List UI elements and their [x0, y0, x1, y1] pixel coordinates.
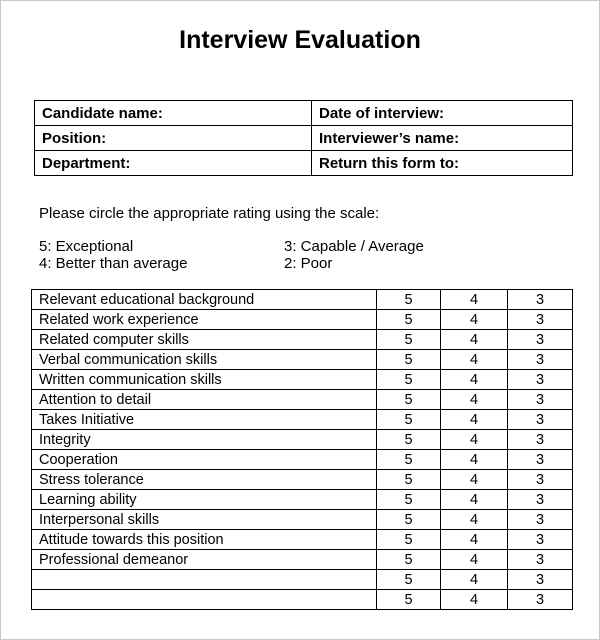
- scale-item-3: 3: Capable / Average: [284, 238, 424, 255]
- table-row: [32, 330, 573, 350]
- rating-option-4[interactable]: 4: [441, 410, 508, 430]
- rating-option-5[interactable]: 5: [377, 450, 441, 470]
- rating-option-5[interactable]: 5: [377, 530, 441, 550]
- return-form-field[interactable]: Return this form to:: [312, 151, 573, 176]
- rating-option-5[interactable]: 5: [377, 470, 441, 490]
- position-field[interactable]: Position:: [35, 126, 312, 151]
- rating-option-3[interactable]: 3: [508, 450, 573, 470]
- info-row: [35, 151, 573, 176]
- rating-option-5[interactable]: 5: [377, 290, 441, 310]
- rating-option-4[interactable]: 4: [441, 330, 508, 350]
- rating-option-5[interactable]: 5: [377, 590, 441, 610]
- scale-item-5: 5: Exceptional: [39, 238, 134, 255]
- table-row: [32, 290, 573, 310]
- table-row: [32, 490, 573, 510]
- rating-option-3[interactable]: 3: [508, 390, 573, 410]
- rating-option-4[interactable]: 4: [441, 290, 508, 310]
- rating-option-3[interactable]: 3: [508, 510, 573, 530]
- criterion-label: Written communication skills: [32, 370, 377, 390]
- rating-option-3[interactable]: 3: [508, 530, 573, 550]
- criterion-label: Verbal communication skills: [32, 350, 377, 370]
- rating-option-4[interactable]: 4: [441, 370, 508, 390]
- rating-option-3[interactable]: 3: [508, 330, 573, 350]
- table-row: [32, 470, 573, 490]
- criterion-label: Attitude towards this position: [32, 530, 377, 550]
- rating-option-3[interactable]: 3: [508, 550, 573, 570]
- scale-legend-right: [284, 238, 424, 272]
- table-row: [32, 430, 573, 450]
- ratings-body: [32, 290, 573, 610]
- rating-option-5[interactable]: 5: [377, 330, 441, 350]
- rating-option-5[interactable]: 5: [377, 350, 441, 370]
- table-row: [32, 390, 573, 410]
- rating-option-4[interactable]: 4: [441, 450, 508, 470]
- rating-option-3[interactable]: 3: [508, 430, 573, 450]
- criterion-label: Relevant educational background: [32, 290, 377, 310]
- criterion-label: Related work experience: [32, 310, 377, 330]
- info-row: [35, 126, 573, 151]
- rating-option-3[interactable]: 3: [508, 570, 573, 590]
- page-title: Interview Evaluation: [179, 26, 421, 54]
- rating-option-3[interactable]: 3: [508, 370, 573, 390]
- rating-instruction: Please circle the appropriate rating using the scale:: [39, 205, 380, 222]
- criterion-label: Cooperation: [32, 450, 377, 470]
- criterion-label: [32, 570, 377, 590]
- rating-option-4[interactable]: 4: [441, 470, 508, 490]
- criterion-label: Stress tolerance: [32, 470, 377, 490]
- rating-option-3[interactable]: 3: [508, 590, 573, 610]
- ratings-table: [31, 289, 573, 610]
- candidate-name-field[interactable]: Candidate name:: [35, 101, 312, 126]
- rating-option-4[interactable]: 4: [441, 530, 508, 550]
- criterion-label: Integrity: [32, 430, 377, 450]
- candidate-info-table: [34, 100, 573, 176]
- rating-option-3[interactable]: 3: [508, 470, 573, 490]
- department-field[interactable]: Department:: [35, 151, 312, 176]
- table-row: [32, 590, 573, 610]
- interviewer-name-field[interactable]: Interviewer’s name:: [312, 126, 573, 151]
- criterion-label: Interpersonal skills: [32, 510, 377, 530]
- rating-option-5[interactable]: 5: [377, 490, 441, 510]
- rating-option-3[interactable]: 3: [508, 290, 573, 310]
- table-row: [32, 410, 573, 430]
- scale-item-4: 4: Better than average: [39, 255, 188, 272]
- criterion-label: Related computer skills: [32, 330, 377, 350]
- table-row: [32, 510, 573, 530]
- rating-option-4[interactable]: 4: [441, 310, 508, 330]
- criterion-label: Learning ability: [32, 490, 377, 510]
- rating-option-3[interactable]: 3: [508, 490, 573, 510]
- rating-option-4[interactable]: 4: [441, 550, 508, 570]
- rating-option-5[interactable]: 5: [377, 370, 441, 390]
- table-row: [32, 570, 573, 590]
- rating-option-4[interactable]: 4: [441, 390, 508, 410]
- rating-option-5[interactable]: 5: [377, 570, 441, 590]
- rating-option-3[interactable]: 3: [508, 350, 573, 370]
- table-row: [32, 350, 573, 370]
- rating-option-3[interactable]: 3: [508, 410, 573, 430]
- criterion-label: Professional demeanor: [32, 550, 377, 570]
- rating-option-4[interactable]: 4: [441, 490, 508, 510]
- criterion-label: [32, 590, 377, 610]
- table-row: [32, 550, 573, 570]
- rating-option-4[interactable]: 4: [441, 510, 508, 530]
- rating-option-5[interactable]: 5: [377, 430, 441, 450]
- rating-option-4[interactable]: 4: [441, 590, 508, 610]
- criterion-label: Attention to detail: [32, 390, 377, 410]
- rating-option-4[interactable]: 4: [441, 430, 508, 450]
- info-row: [35, 101, 573, 126]
- scale-item-2: 2: Poor: [284, 255, 333, 272]
- table-row: [32, 310, 573, 330]
- rating-option-3[interactable]: 3: [508, 310, 573, 330]
- rating-option-5[interactable]: 5: [377, 310, 441, 330]
- table-row: [32, 450, 573, 470]
- scale-legend-left: [39, 238, 187, 272]
- criterion-label: Takes Initiative: [32, 410, 377, 430]
- rating-option-5[interactable]: 5: [377, 550, 441, 570]
- table-row: [32, 370, 573, 390]
- rating-option-5[interactable]: 5: [377, 510, 441, 530]
- date-of-interview-field[interactable]: Date of interview:: [312, 101, 573, 126]
- rating-option-4[interactable]: 4: [441, 350, 508, 370]
- table-row: [32, 530, 573, 550]
- rating-option-4[interactable]: 4: [441, 570, 508, 590]
- rating-option-5[interactable]: 5: [377, 390, 441, 410]
- rating-option-5[interactable]: 5: [377, 410, 441, 430]
